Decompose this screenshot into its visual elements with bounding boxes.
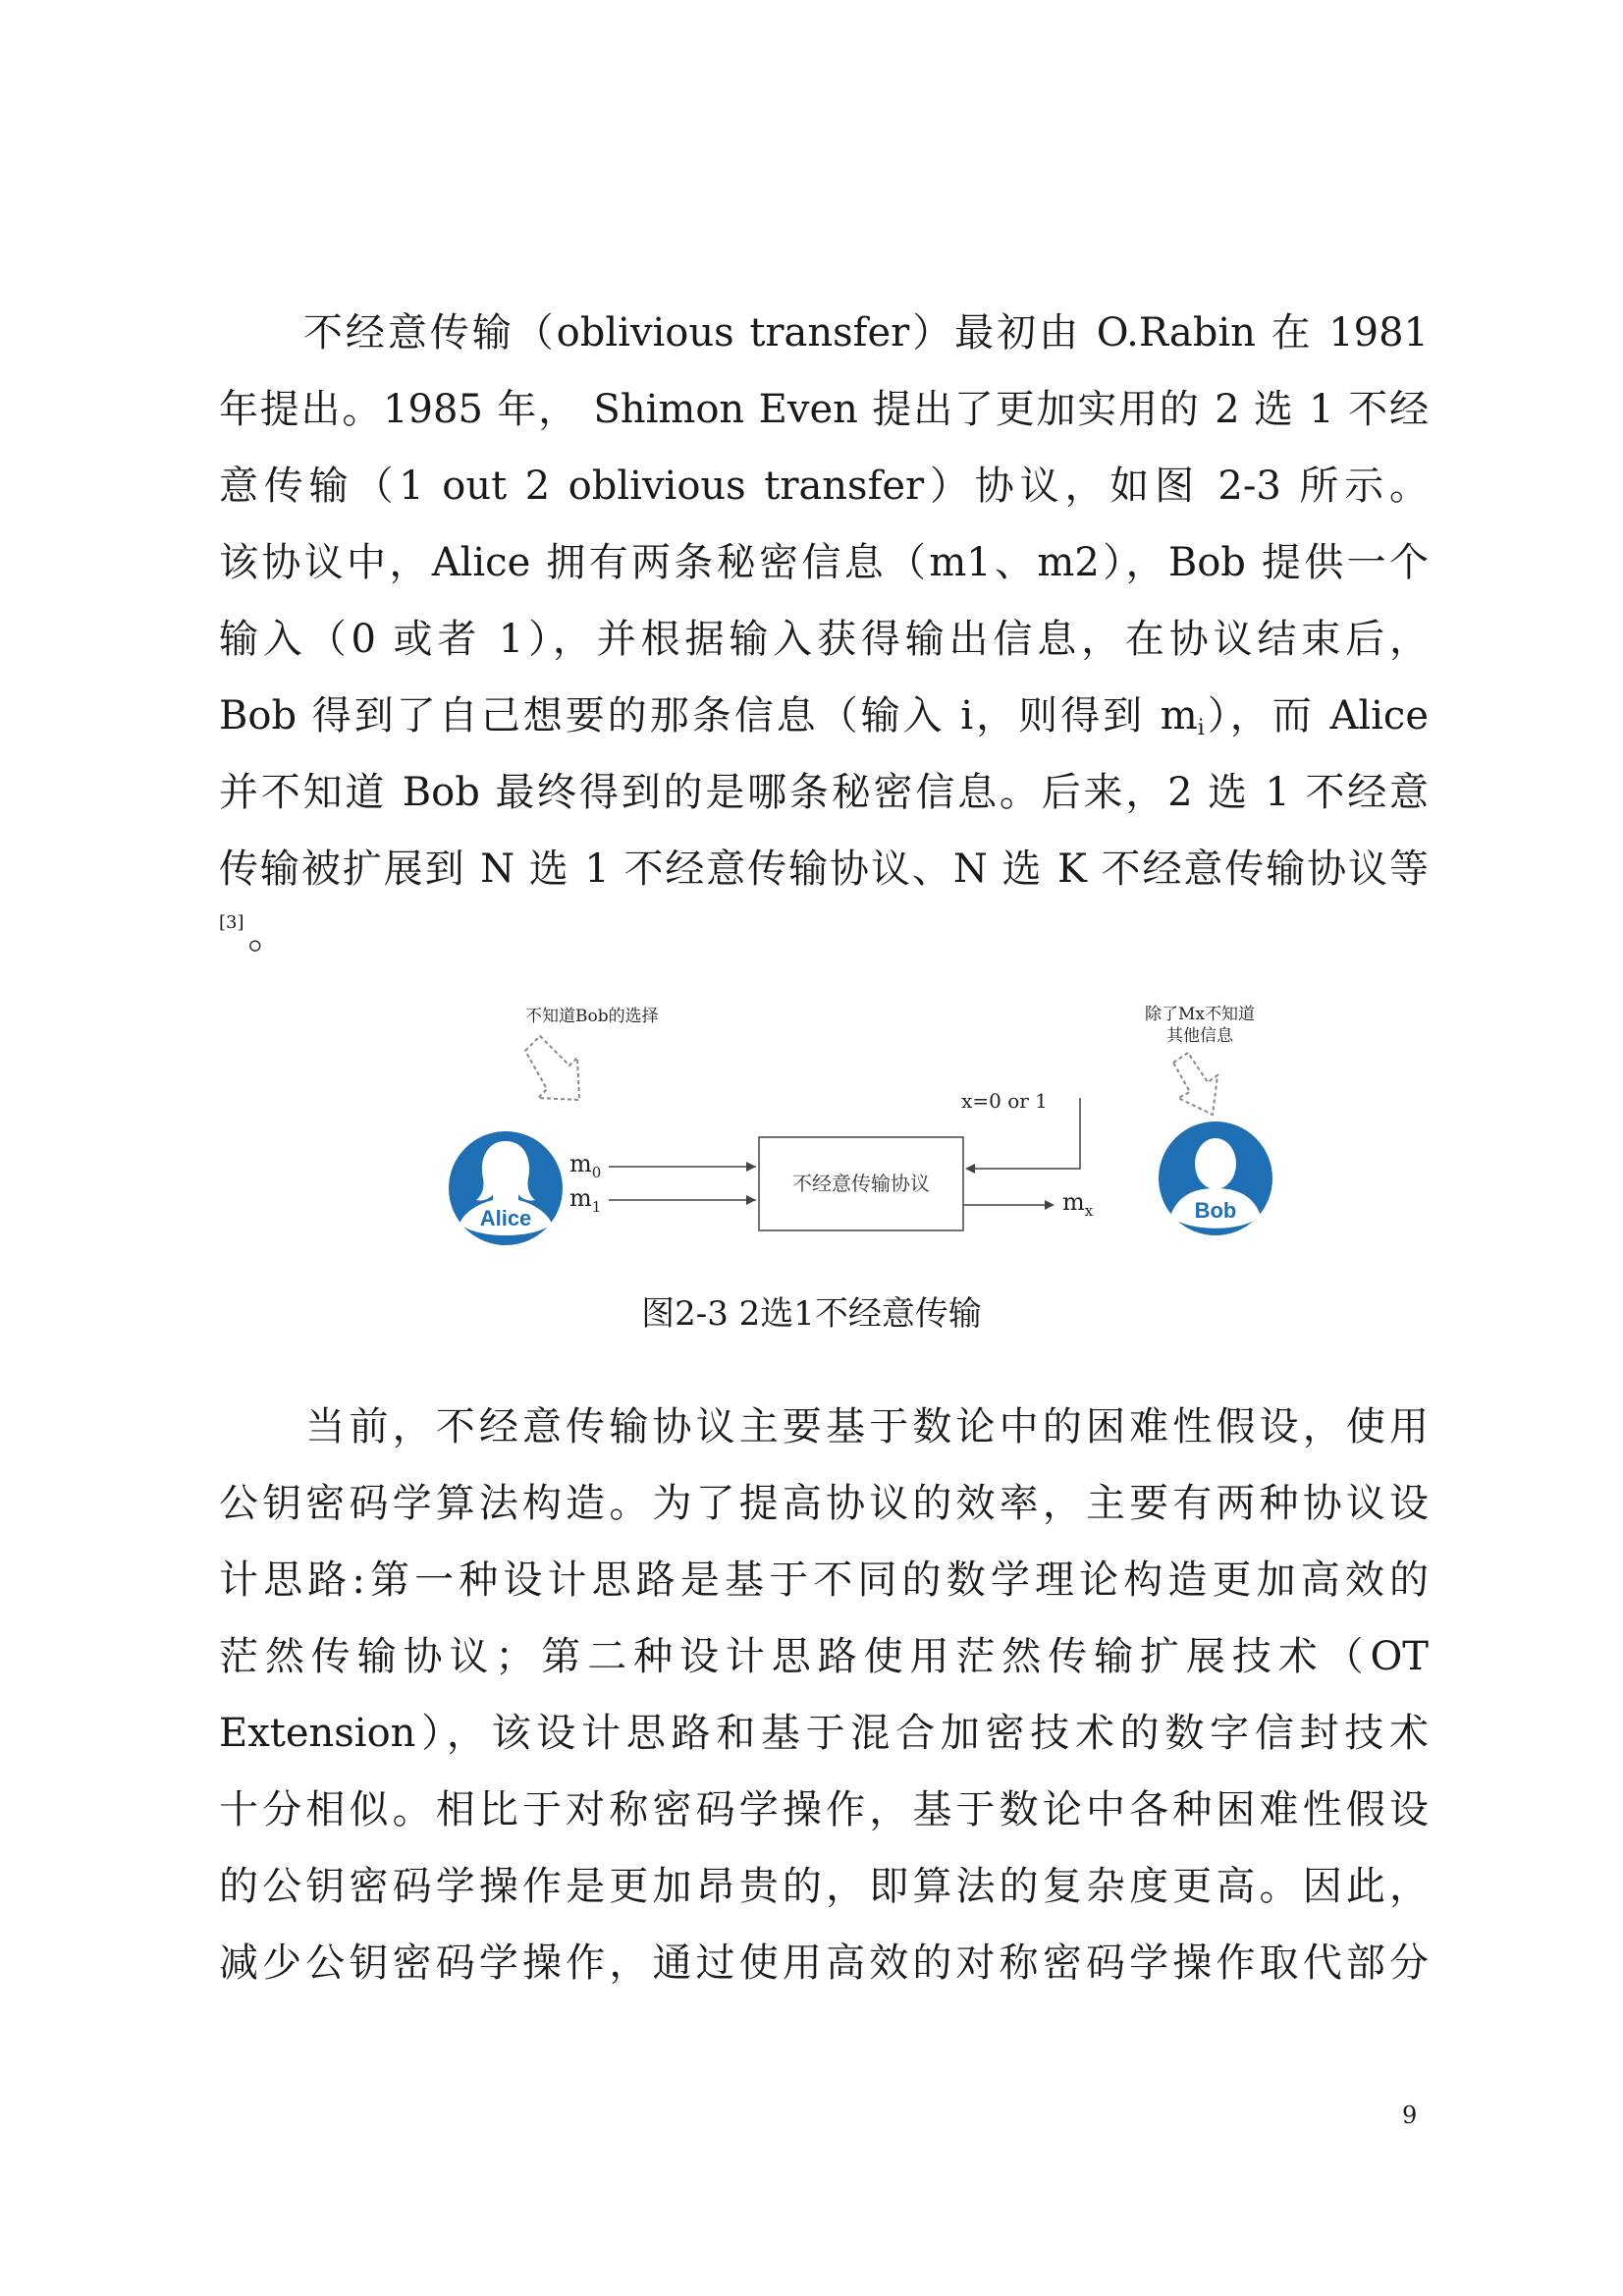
- subscript: i: [1197, 716, 1205, 740]
- note-right-line2: 其他信息: [1166, 1026, 1233, 1046]
- text-line: 茫然传输协议；第二种设计思路使用茫然传输扩展技术（OT: [219, 1634, 1429, 1679]
- text-line: Extension），该设计思路和基于混合加密技术的数字信封技术: [219, 1711, 1429, 1756]
- arrowhead-m1: [746, 1195, 756, 1205]
- output-arrowhead: [1045, 1200, 1055, 1210]
- choice-arrowhead: [965, 1164, 975, 1174]
- text-line: 不经意传输（oblivious transfer）最初由 O.Rabin 在 1981: [219, 310, 1429, 355]
- text-line: 计思路:第一种设计思路是基于不同的数学理论构造更加高效的: [219, 1558, 1429, 1603]
- hollow-arrow-left-icon: [525, 1036, 579, 1100]
- figure-caption: 图2-3 2选1不经意传输: [641, 1294, 982, 1334]
- text-line: 十分相似。相比于对称密码学操作，基于数论中各种困难性假设: [219, 1787, 1429, 1832]
- text-line: 公钥密码学算法构造。为了提高协议的效率，主要有两种协议设: [219, 1481, 1429, 1526]
- oblivious-transfer-diagram: [432, 992, 1296, 1257]
- text-line: 的公钥密码学操作是更加昂贵的，即算法的复杂度更高。因此，: [219, 1864, 1429, 1909]
- text-line: 意传输（1 out 2 oblivious transfer）协议，如图 2-3 所示。: [219, 464, 1429, 509]
- text-segment: Bob 得到了自己想要的那条信息（输入 i，则得到 m: [219, 693, 1198, 738]
- text-line: 并不知道 Bob 最终得到的是哪条秘密信息。后来，2 选 1 不经意: [219, 770, 1429, 815]
- protocol-box-label: 不经意传输协议: [792, 1172, 930, 1195]
- text-line: 该协议中，Alice 拥有两条秘密信息（m1、m2），Bob 提供一个: [219, 540, 1429, 585]
- hollow-arrow-right-icon: [1173, 1053, 1217, 1115]
- alice-label: Alice: [479, 1206, 532, 1230]
- text-line: 减少公钥密码学操作，通过使用高效的对称密码学操作取代部分: [219, 1941, 1429, 1986]
- note-right-line1: 除了Mx不知道: [1145, 1005, 1255, 1024]
- paragraph-ot-construction: [219, 1389, 1429, 2001]
- text-line: 输入（0 或者 1），并根据输入获得输出信息，在协议结束后，: [219, 617, 1429, 662]
- bob-avatar: [1159, 1121, 1272, 1235]
- bob-label: Bob: [1194, 1198, 1237, 1223]
- text-line: 年提出。1985 年， Shimon Even 提出了更加实用的 2 选 1 不经: [219, 387, 1429, 432]
- output-mx-label: $m_x$: [1062, 1188, 1094, 1220]
- citation-line: [219, 903, 288, 962]
- arrowhead-m0: [746, 1162, 756, 1172]
- input-m1-label: $m_1$: [569, 1184, 602, 1216]
- page-number: 9: [1402, 2102, 1418, 2129]
- note-left: 不知道Bob的选择: [525, 1007, 659, 1026]
- input-m0-label: $m_0$: [569, 1150, 602, 1181]
- alice-avatar: [449, 1131, 563, 1245]
- text-segment: ），而 Alice: [1204, 693, 1429, 738]
- choice-label: x=0 or 1: [961, 1089, 1048, 1113]
- text-line: 传输被扩展到 N 选 1 不经意传输协议、N 选 K 不经意传输协议等: [219, 847, 1429, 892]
- citation-tail: 。: [247, 912, 288, 957]
- citation-ref: [3]: [219, 912, 244, 933]
- paragraph-oblivious-transfer-intro: [219, 295, 1429, 907]
- text-line: [219, 678, 1429, 754]
- text-line: 当前，不经意传输协议主要基于数论中的困难性假设，使用: [219, 1404, 1429, 1449]
